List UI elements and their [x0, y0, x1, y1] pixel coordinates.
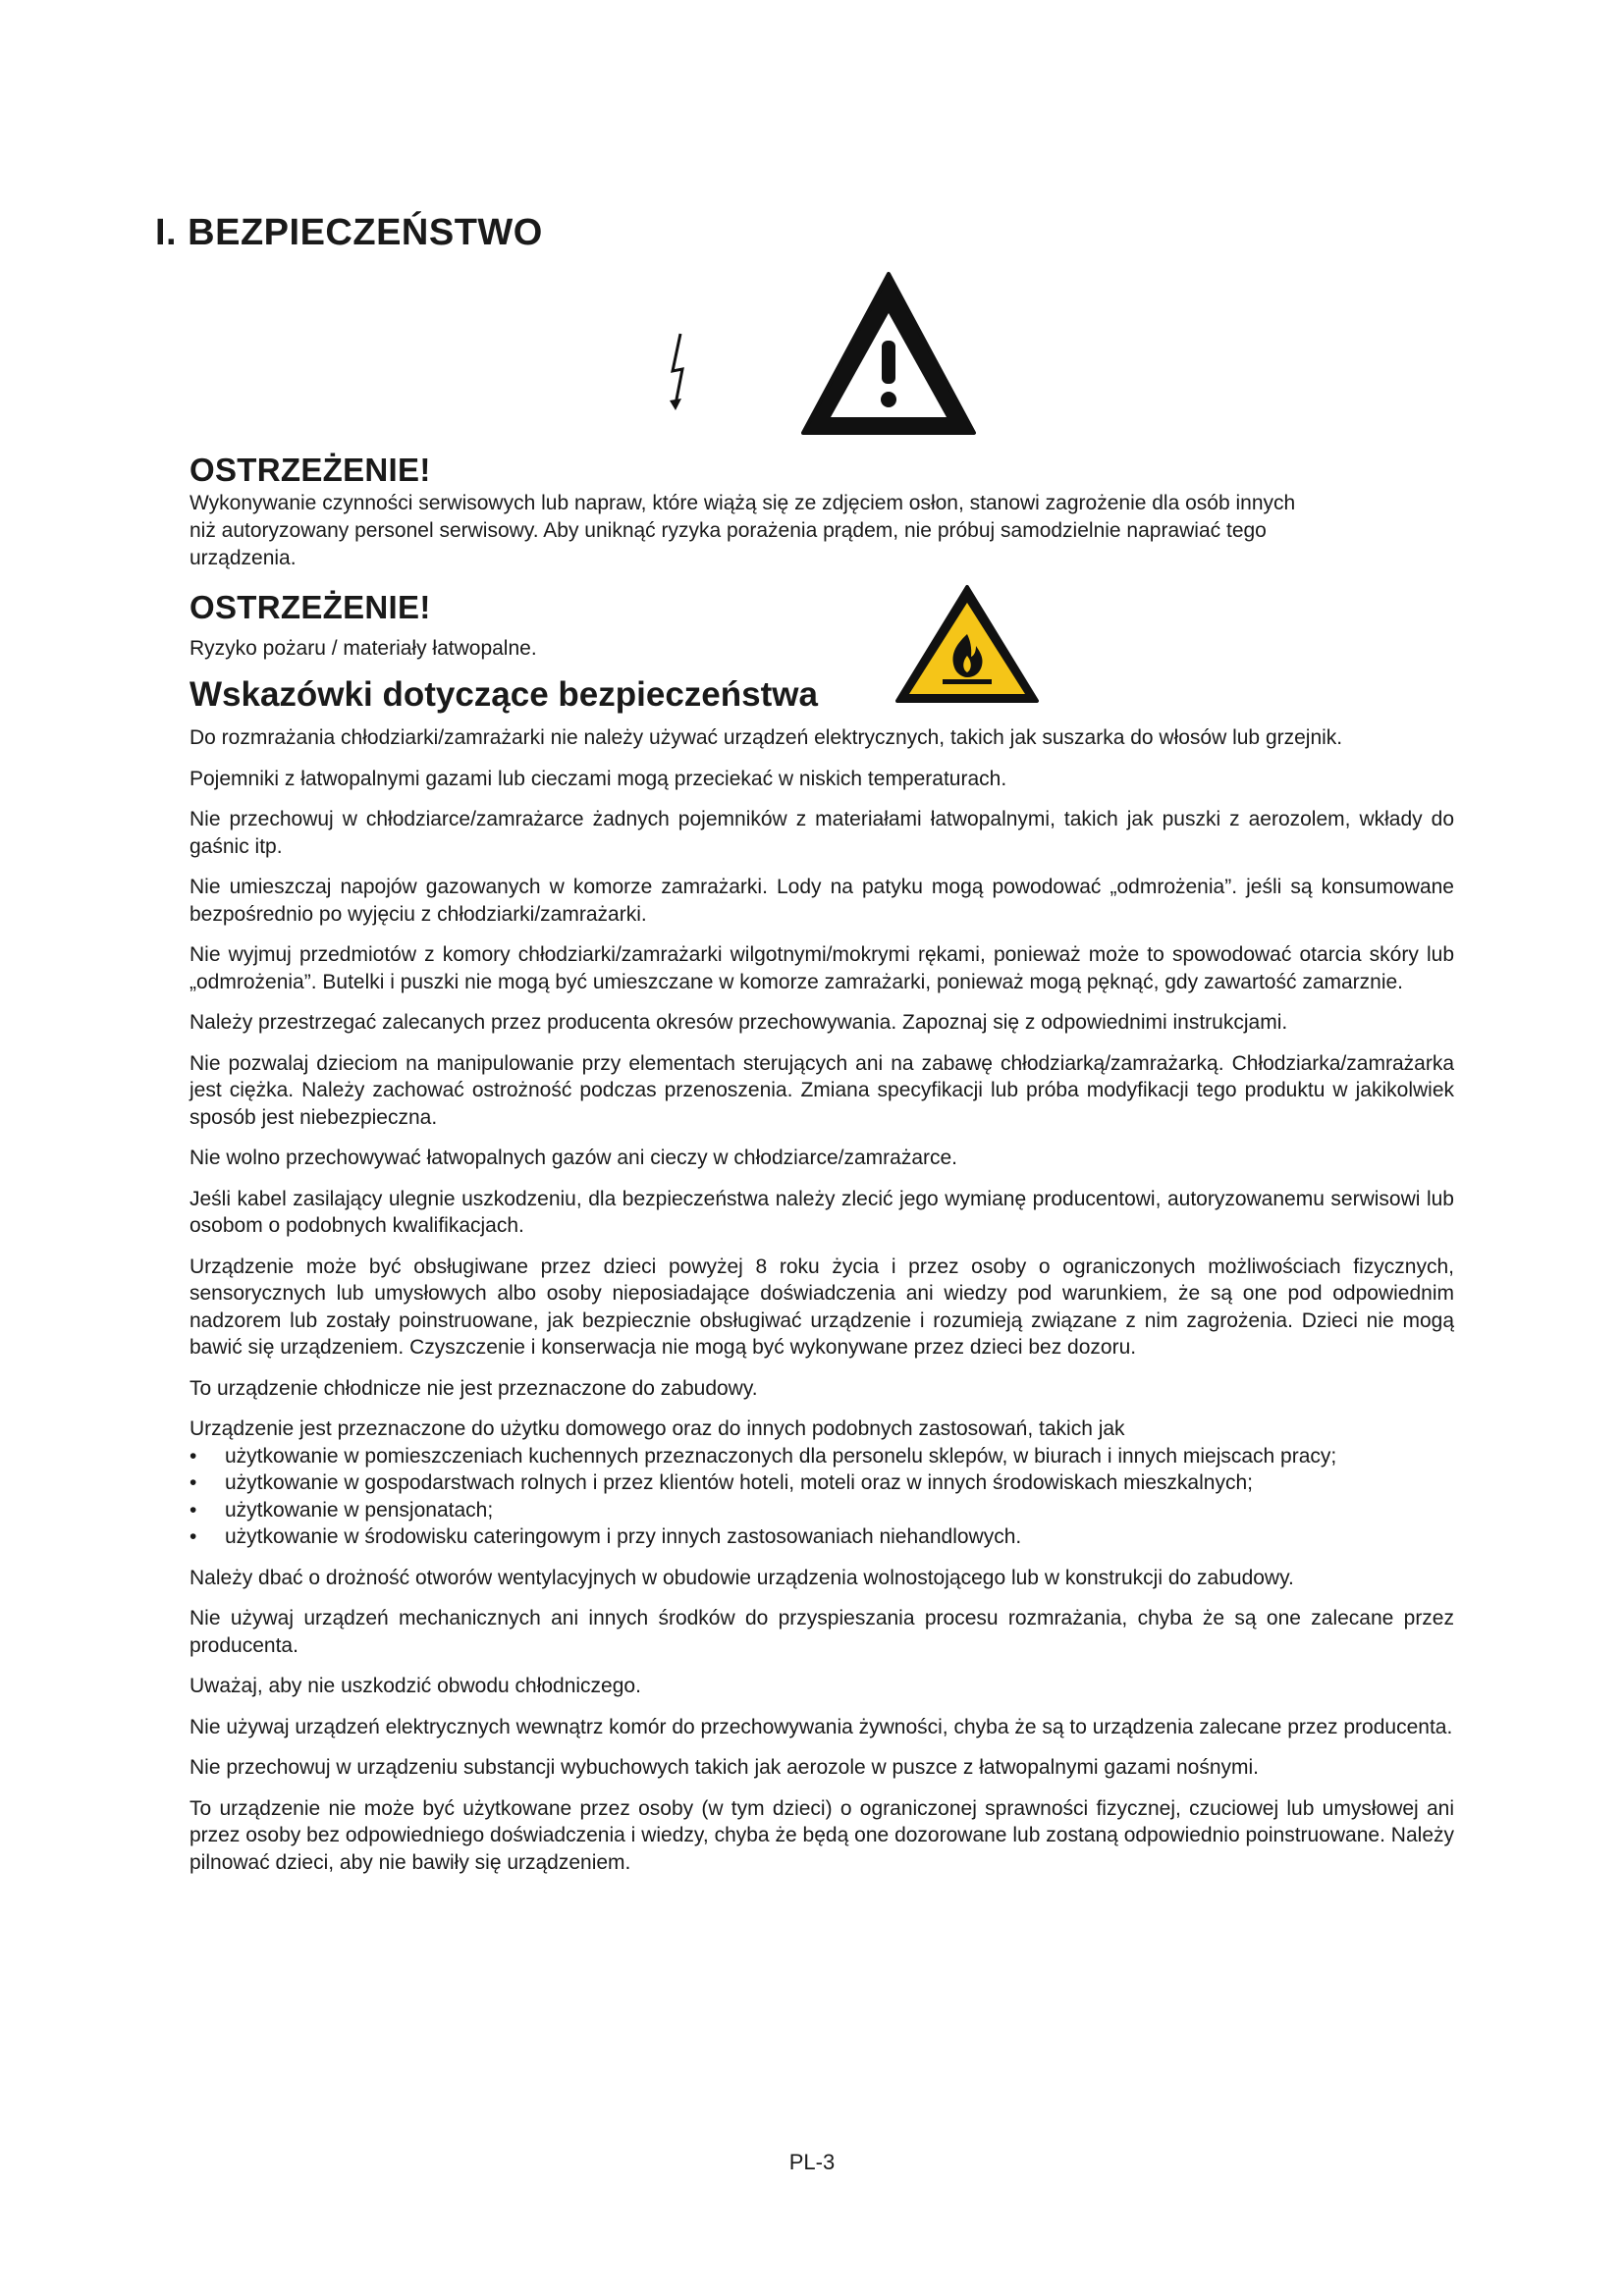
warning-line: urządzenia. [189, 547, 297, 569]
safety-guidelines-body [189, 724, 1454, 1890]
guideline-paragraph: Nie umieszczaj napojów gazowanych w komorze zamrażarki. Lody na patyku mogą powodować „odmrożenia”. jeśli są konsumowane bezpośrednio po wyjęciu z chłodziarki/zamrażarki. [189, 876, 1454, 926]
guideline-paragraph: Jeśli kabel zasilający ulegnie uszkodzeniu, dla bezpieczeństwa należy zlecić jego wymianę producentowi, autoryzowanemu serwisowi lub osobom o podobnych kwalifikacjach. [189, 1187, 1454, 1237]
guideline-paragraph: To urządzenie chłodnicze nie jest przeznaczone do zabudowy. [189, 1376, 758, 1400]
guideline-paragraph: Urządzenie może być obsługiwane przez dzieci powyżej 8 roku życia i przez osoby o ograniczonych możliwościach fizycznych, sensorycznych lub umysłowych albo osoby nieposiadające doświadczenia ani wiedzy pod warunkiem, że są one pod odpowiednim nadzorem lub zostały poinstruowane, jak bezpiecznie obsługiwać urządzenie i rozumieją związane z nim zagrożenia. Dzieci nie mogą bawić się urządzeniem. Czyszczenie i konserwacja nie mogą być wykonywane przez dzieci bez dozoru. [189, 1255, 1454, 1359]
flammable-warning-icon [893, 583, 1041, 705]
warning-line: Wykonywanie czynności serwisowych lub napraw, które wiążą się ze zdjęciem osłon, stanowi zagrożenie dla osób innych [189, 492, 1296, 514]
guideline-paragraph: Nie przechowuj w chłodziarce/zamrażarce żadnych pojemników z materiałami łatwopalnymi, takich jak puszki z aerozolem, wkłady do gaśnic itp. [189, 808, 1454, 858]
guideline-paragraph: Pojemniki z łatwopalnymi gazami lub cieczami mogą przeciekać w niskich temperaturach. [189, 767, 1007, 790]
guideline-paragraph: Nie używaj urządzeń mechanicznych ani innych środków do przyspieszania procesu rozmrażania, chyba że są one zalecane przez producenta. [189, 1607, 1454, 1657]
guideline-paragraph: Do rozmrażania chłodziarki/zamrażarki nie należy używać urządzeń elektrycznych, takich jak suszarka do włosów lub grzejnik. [189, 726, 1343, 749]
warning-title-electrical: OSTRZEŻENIE! [189, 452, 431, 488]
warning-fire-text: Ryzyko pożaru / materiały łatwopalne. [189, 637, 537, 660]
guideline-paragraph: Nie wolno przechowywać łatwopalnych gazów ani cieczy w chłodziarce/zamrażarce. [189, 1147, 958, 1169]
guideline-paragraph: Nie wyjmuj przedmiotów z komory chłodziarki/zamrażarki wilgotnymi/mokrymi rękami, ponieważ może to spowodować otarcia skóry lub „odmrożenia”. Butelki i puszki nie mogą być umieszczane w komorze zamrażarki, ponieważ mogą pęknąć, gdy zawartość zamarznie. [189, 943, 1454, 993]
warning-title-fire: OSTRZEŻENIE! [189, 589, 431, 625]
list-item: • użytkowanie w środowisku cateringowym i przy innych zastosowaniach niehandlowych. [189, 1523, 1454, 1551]
usage-list [189, 1443, 1454, 1551]
guideline-paragraph: Nie przechowuj w urządzeniu substancji wybuchowych takich jak aerozole w puszce z łatwopalnymi gazami nośnymi. [189, 1756, 1259, 1779]
list-item: • użytkowanie w pensjonatach; [189, 1497, 1454, 1524]
guideline-paragraph: Nie pozwalaj dzieciom na manipulowanie przy elementach sterujących ani na zabawę chłodziarką/zamrażarką. Chłodziarka/zamrażarka jest ciężka. Należy zachować ostrożność podczas przenoszenia. Zmiana specyfikacji lub próba modyfikacji tego produktu w jakikolwiek sposób jest niebezpieczna. [189, 1051, 1454, 1129]
guideline-paragraph: Należy przestrzegać zalecanych przez producenta okresów przechowywania. Zapoznaj się z odpowiednimi instrukcjami. [189, 1011, 1288, 1034]
exclamation-warning-triangle-icon [799, 270, 978, 439]
safety-guidelines-title: Wskazówki dotyczące bezpieczeństwa [189, 675, 818, 714]
usage-intro: Urządzenie jest przeznaczone do użytku domowego oraz do innych podobnych zastosowań, takich jak [189, 1417, 1125, 1440]
page-number: PL-3 [788, 2150, 836, 2174]
guideline-paragraph: Uważaj, aby nie uszkodzić obwodu chłodniczego. [189, 1675, 641, 1697]
list-item: • użytkowanie w gospodarstwach rolnych i przez klientów hoteli, moteli oraz w innych środowiskach mieszkalnych; [189, 1469, 1454, 1497]
lightning-bolt-icon [664, 332, 693, 414]
guideline-paragraph: To urządzenie nie może być użytkowane przez osoby (w tym dzieci) o ograniczonej sprawności fizycznej, czuciowej lub umysłowej ani przez osoby bez odpowiedniego doświadczenia i wiedzy, chyba że będą one dozorowane lub zostaną odpowiednio poinstruowane. Należy pilnować dzieci, aby nie bawiły się urządzeniem. [189, 1796, 1454, 1874]
section-title: I. BEZPIECZEŃSTWO [155, 212, 543, 253]
list-item: • użytkowanie w pomieszczeniach kuchennych przeznaczonych dla personelu sklepów, w biurach i innych miejscach pracy; [189, 1443, 1454, 1470]
guideline-paragraph: Nie używaj urządzeń elektrycznych wewnątrz komór do przechowywania żywności, chyba że są to urządzenia zalecane przez producenta. [189, 1715, 1453, 1738]
guideline-paragraph: Należy dbać o drożność otworów wentylacyjnych w obudowie urządzenia wolnostojącego lub w konstrukcji do zabudowy. [189, 1566, 1294, 1589]
warning-line: niż autoryzowany personel serwisowy. Aby uniknąć ryzyka porażenia prądem, nie próbuj samodzielnie naprawiać tego [189, 519, 1267, 542]
